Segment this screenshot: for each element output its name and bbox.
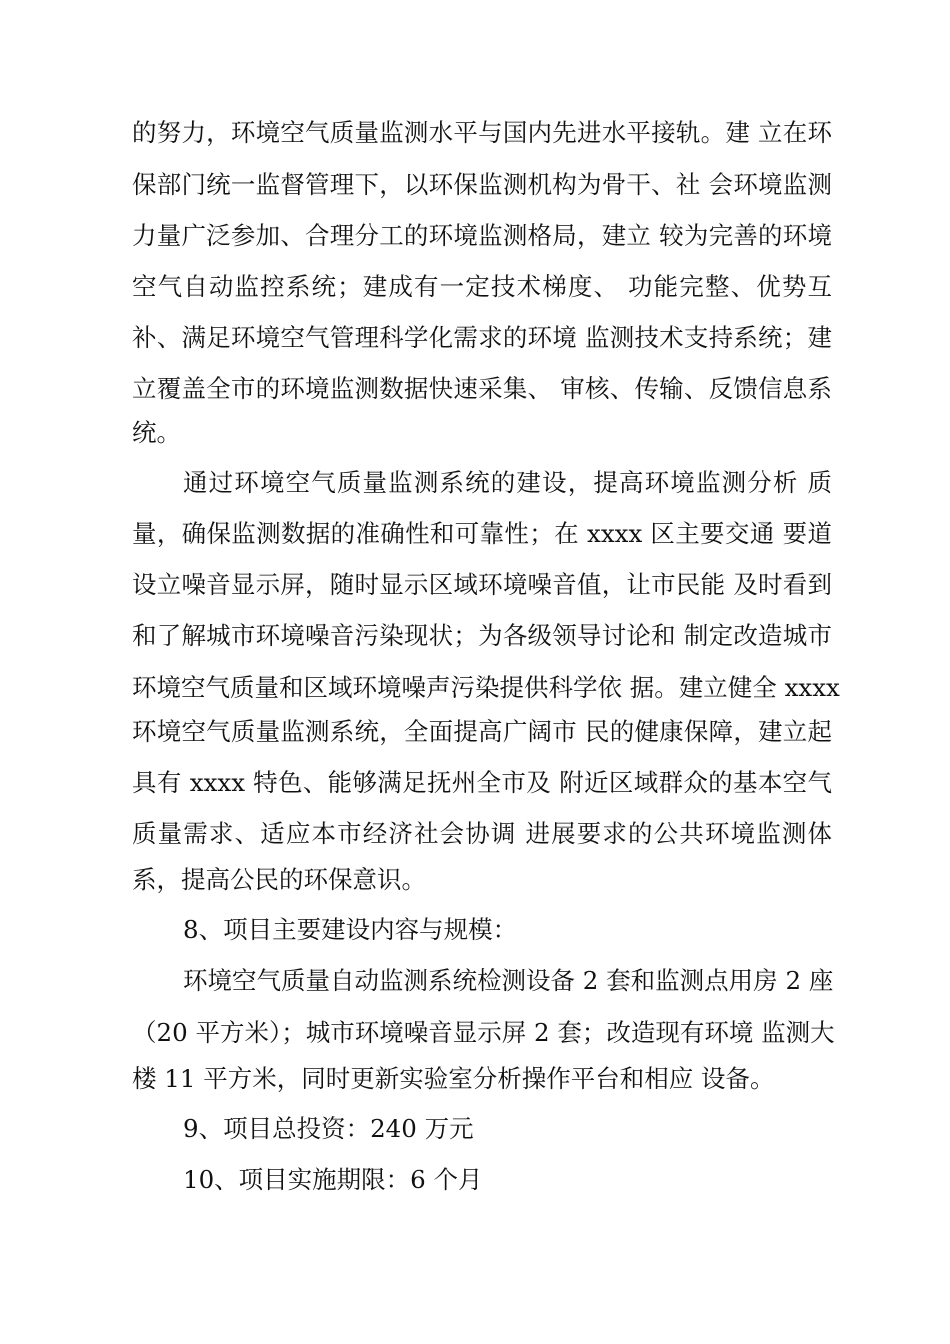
text-line: 立覆盖全市的环境监测数据快速采集、 审核、传输、反馈信息系 bbox=[132, 374, 832, 403]
section-heading: 8、项目主要建设内容与规模： bbox=[183, 915, 518, 944]
text-line: 的努力，环境空气质量监测水平与国内先进水平接轨。建 立在环 bbox=[132, 118, 832, 147]
text-line: 量，确保监测数据的准确性和可靠性；在 xxxx 区主要交通 要道 bbox=[132, 519, 832, 548]
paragraph-first-line: 环境空气质量自动监测系统检测设备 2 套和监测点用房 2 座 bbox=[183, 966, 834, 995]
text-line: 环境空气质量和区域环境噪声污染提供科学依 据。建立健全 xxxx bbox=[132, 673, 840, 702]
text-line: 环境空气质量监测系统，全面提高广阔市 民的健康保障，建立起 bbox=[132, 717, 832, 746]
text-line: 具有 xxxx 特色、能够满足抚州全市及 附近区域群众的基本空气 bbox=[132, 768, 832, 797]
text-line: 和了解城市环境噪音污染现状；为各级领导讨论和 制定改造城市 bbox=[132, 621, 832, 650]
text-line: 楼 11 平方米，同时更新实验室分析操作平台和相应 设备。 bbox=[132, 1064, 775, 1093]
text-line: 保部门统一监督管理下，以环保监测机构为骨干、社 会环境监测 bbox=[132, 170, 832, 199]
text-line: 力量广泛参加、合理分工的环境监测格局，建立 较为完善的环境 bbox=[132, 221, 832, 250]
text-line: 补、满足环境空气管理科学化需求的环境 监测技术支持系统；建 bbox=[132, 323, 832, 352]
paragraph-first-line: 通过环境空气质量监测系统的建设，提高环境监测分析 质 bbox=[183, 468, 832, 497]
section-heading: 9、项目总投资：240 万元 bbox=[183, 1114, 474, 1143]
text-line: 空气自动监控系统；建成有一定技术梯度、 功能完整、优势互 bbox=[132, 272, 832, 301]
text-line: （20 平方米）；城市环境噪音显示屏 2 套；改造现有环境 监测大 bbox=[132, 1018, 835, 1047]
text-line: 系，提高公民的环保意识。 bbox=[132, 865, 426, 894]
section-heading: 10、项目实施期限：6 个月 bbox=[183, 1165, 483, 1194]
text-line: 统。 bbox=[132, 418, 181, 447]
text-line: 质量需求、适应本市经济社会协调 进展要求的公共环境监测体 bbox=[132, 819, 832, 848]
text-line: 设立噪音显示屏，随时显示区域环境噪音值，让市民能 及时看到 bbox=[132, 570, 832, 599]
